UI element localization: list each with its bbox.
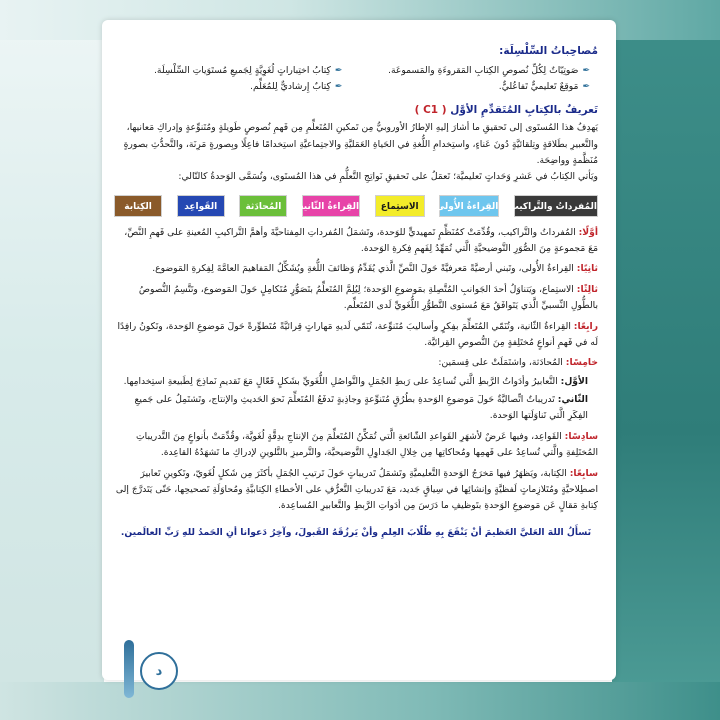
section-text: القِراءةُ الأُولى، وتَبني أرضيَّةً مَعرفيَّةً حَولَ النَّصِّ الَّذي يُقَدِّمُ وَظائفَ اللُّغةِ ويُشَكِّلُ المَفاهيمَ العامَّةَ لِفِكرةِ المَوضوع. — [152, 263, 574, 275]
section-text: تَدريباتٌ اتِّصاليَّةٌ حَولَ مَوضوعِ الوَحدةِ بطُرُقٍ مُتَنوِّعةٍ وجاذِبةٍ تَدفَعُ المُتَعلِّمَ نَحوَ الحَديثِ والإنتاج، وتَشتَمِلُ على جَميعِ الفِكَرِ الَّتي تَناوَلَتها الوَحدة. — [134, 394, 588, 422]
page-content — [114, 42, 598, 541]
section-paragraph — [114, 319, 598, 352]
left-frame — [0, 0, 104, 720]
unit-tab: الكِتابة — [114, 195, 162, 217]
bullet-icon: ✒ — [582, 82, 590, 93]
unit-tab: القِراءةُ الأُولى — [439, 195, 499, 217]
subsection-paragraph — [114, 374, 588, 390]
section-label: الثّاني: — [557, 394, 588, 405]
section-label: رابِعًا: — [573, 320, 598, 332]
section-paragraph — [114, 466, 598, 515]
companion-item: ✒صَوتِيّاتٌ لِكُلِّ نُصوصِ الكِتابِ المَقروءَةِ والمَسموعَة. — [388, 64, 590, 76]
section-text: المُفرداتُ والتَّراكيب، وقُدِّمَتْ كمُنَظِّمٍ تَمهيديٍّ للوَحدة، وتَشمَلُ المُفرداتِ المِفتاحيَّةَ وأهمَّ التَّراكيبِ المُعينةِ على فَهمِ النَّصِّ، مَعَ مَجموعةٍ مِنَ الصُّوَرِ التَّوضيحيَّةِ الَّتي تُمَهِّدُ لِفَهمِ فِكرةِ الوَحدة. — [124, 226, 598, 254]
definition-title: تَعريفٌ بالكِتابِ المُتَقدِّمِ الأوَّل ( C1 ) — [414, 104, 598, 117]
right-frame — [612, 0, 720, 720]
sections-list-2 — [114, 429, 598, 515]
companion-item: ✒مَوقِعٌ تَعليميٌّ تَفاعُليٌّ. — [498, 81, 590, 93]
section-paragraph — [114, 225, 598, 258]
companion-item: ✒كِتابُ اختِباراتٍ لُغَوِيَّةٍ لِجَميعِ مُستَوَياتِ السِّلْسِلَة. — [154, 64, 343, 76]
bullet-icon: ✒ — [582, 65, 590, 76]
section-label: ثالِثًا: — [576, 283, 598, 295]
ornament — [124, 640, 134, 698]
unit-tab: المُفرداتُ والتَّراكيب — [514, 195, 598, 217]
closing-prayer: نَسأَلُ اللهَ العَليَّ العَظيمَ أنْ يَنْفَعَ بِهِ طُلّابَ العِلمِ وأنْ يَرزُقَهُ القَبولَ، وآخِرُ دَعوانا أنِ الحَمدُ للهِ رَبِّ العالَمين. — [120, 526, 592, 538]
section-label: سابِعًا: — [569, 467, 598, 479]
companions-left-col — [114, 63, 342, 96]
section-text: القَواعِد، وفيها عَرضٌ لأشهَرِ القَواعدِ الشّائعةِ الَّتي تُمَكِّنُ المُتَعلِّمَ مِنَ الإنتاجِ بدِقَّةٍ لُغَويَّة، وقُدِّمَتْ بأنواعٍ مِنَ التَّدريباتِ المُختَلِفةِ والَّتي تُساعِدُ على فَهمِها ومُحاكاتِها مِن خِلالِ الجَداوِلِ التَّوضيحيَّة، والتَّرميزِ بالتَّلوينِ لإدراكِ ما تَشهَدُهُ القاعِدة. — [136, 430, 598, 459]
definition-paragraph-1: يَهدِفُ هذا المُستَوى إلى تَحقيقِ ما أشارَ إليهِ الإطارُ الأوروبيُّ مِن تَمكينِ المُتَعلِّمِ مِن فَهمِ نُصوصٍ طَويلةٍ ومُتَنوِّعةٍ وإدراكِ مَعانيها، والتَّعبيرِ بطَلاقةٍ وتِلقائيَّةٍ دُونَ عَناءٍ، واستِخدامِ اللُّغةِ في الحَياةِ العَمَليَّةِ والاجتِماعيَّةِ استِخدامًا فاعِلًا وبِصورةٍ مَرِنَة، والتَّحدُّثِ بصورةٍ مُنَظَّمةٍ وواضِحَة. — [123, 122, 598, 166]
section-text: المُحادَثة، واشتَمَلَتْ على قِسمَين: — [438, 357, 563, 369]
level-tag: ( C1 ) — [414, 104, 447, 117]
companions-title: مُصاحِباتُ السِّلْسِلَة: — [499, 45, 598, 57]
companions-list — [114, 63, 598, 96]
unit-tab: الاستِماع — [375, 195, 425, 217]
section-paragraph — [114, 282, 598, 315]
section-label: خامِسًا: — [565, 357, 598, 369]
section-text: التَّعابيرُ وأدَواتُ الرَّبطِ الَّتي تُساعِدُ على رَبطِ الجُمَلِ والتَّواصُلِ اللُّغَويِّ بشَكلٍ فَعّالٍ مَعَ تَقديمِ نَماذِجَ لِطَبيعةِ استِخدامِها. — [123, 375, 558, 387]
section-paragraph — [114, 261, 598, 277]
subsection-paragraph — [114, 392, 588, 425]
unit-tab: المُحادَثة — [239, 195, 287, 217]
bullet-icon: ✒ — [334, 65, 343, 76]
section-paragraph — [114, 355, 598, 371]
bottom-band — [0, 682, 720, 720]
page-number-badge: د — [140, 652, 178, 690]
section-label: سادِسًا: — [564, 430, 598, 442]
section-text: القِراءةُ الثّانية، وتُنَمّي المُتَعلِّمَ بفِكرٍ وأساليبَ مُتَنوِّعة، تُنَمّي لَديهِ مَهاراتٍ قِرائيَّةً مُتَطوِّرةً حَولَ مَوضوعِ الوَحدة، وتَكونُ رافِدًا لَه في فَهمِ أنواعٍ مُختَلِفةٍ مِنَ النُّصوصِ القِرائيَّة. — [117, 320, 598, 348]
section-paragraph — [114, 429, 598, 462]
section-text: الكِتابة، ويَظهَرُ فيها مَخرَجُ الوَحدةِ التَّعليميَّةِ وتَشمَلُ تَدريباتٍ حَولَ تَرتيبِ الجُمَلِ بأكثَرَ مِن شَكلٍ لُغَويّ، وتَكوينِ تَعابيرَ اصطِلاحيَّةٍ ومُتَلازِماتٍ لَفظيَّةٍ وإنشائِها في سِياقٍ جَديد، مَعَ تَدريباتِ التَّعرُّفِ على الأخطاءِ الكِتابيَّةِ ومُحاوَلَةِ تَصحيحِها، حَتّى يَتَدرَّجَ إلى كِتابةِ مَقالٍ عَن مَوضوعِ الوَحدةِ بتَوظيفِ ما دَرَسَ مِن أدَواتِ الرَّبطِ والتَّعابيرِ المُساعِدة. — [115, 467, 598, 512]
companion-item: ✒كِتابٌ إِرشاديٌّ لِلمُعَلِّم. — [250, 81, 343, 93]
section-label: الأوَّل: — [560, 375, 588, 387]
section-label: أوَّلًا: — [578, 226, 598, 238]
bullet-icon: ✒ — [334, 82, 343, 93]
subsections-list — [114, 374, 598, 425]
section-label: ثانِيًا: — [576, 263, 598, 275]
unit-sections-bar — [114, 195, 598, 217]
unit-tab: القَواعِد — [177, 195, 225, 217]
unit-tab: القِراءةُ الثّانية — [302, 195, 360, 217]
sections-list — [114, 225, 598, 372]
definition-paragraph-2: ويَأتي الكِتابُ في عَشرِ وَحَداتٍ تَعليميَّة؛ تَعمَلُ على تَحقيقِ نَواتِجِ التَّعلُّمِ في هذا المُستَوى، وتُسَمَّى الوَحدةُ كالتّالي: — [178, 171, 598, 183]
section-text: الاستِماع، ويَتناوَلُ أحدَ الجَوانبِ المُتَّصِلةِ بمَوضوعِ الوَحدة؛ لِيُلِمَّ المُتَعلِّمُ بتَصَوُّرٍ مُتَكامِلٍ حَولَ المَوضوع، وتَتَّسِمُ النُّصوصُ بالطُّولِ النِّسبيِّ الَّذي يَتَوافَقُ مَعَ مُستوى التَّطوُّرِ اللُّغَويِّ لَدى المُتَعلِّم. — [138, 283, 598, 312]
companions-right-col — [362, 63, 590, 96]
